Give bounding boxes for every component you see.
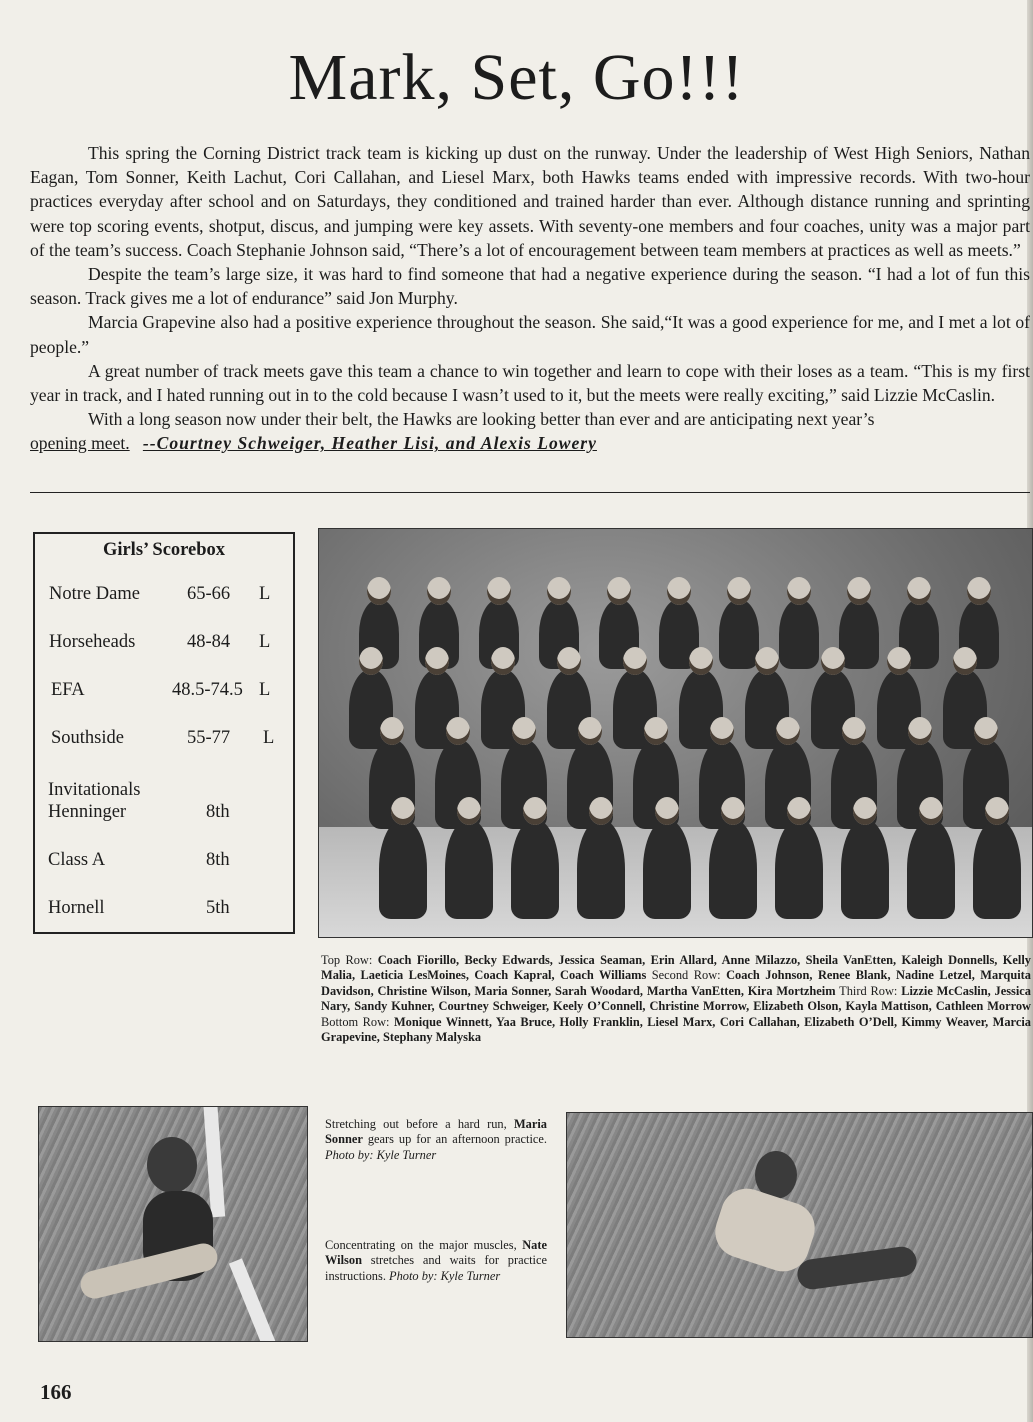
athlete-head xyxy=(147,1137,197,1193)
caption-text: stretches and waits for practice instructions. xyxy=(325,1253,547,1283)
article-body xyxy=(30,141,1030,456)
team-member-head xyxy=(908,717,932,745)
caption-row-names: Coach Johnson, Renee Blank, Nadine Letzel, Marquita Davidson, Christine Wilson, Maria Sonner, Sarah Woodard, Martha VanEtten, Kira Mortzheim xyxy=(321,968,1031,998)
scorebox-row xyxy=(49,728,289,752)
meet-result: L xyxy=(263,728,275,748)
photo-credit: Photo by: Kyle Turner xyxy=(389,1268,501,1283)
team-member-head xyxy=(491,647,515,675)
team-member-head xyxy=(974,717,998,745)
team-member-head xyxy=(391,797,415,825)
caption-row-label: Top Row: xyxy=(321,953,373,967)
team-member-head xyxy=(787,577,811,605)
girls-scorebox xyxy=(33,532,295,934)
caption-lead: Stretching out before a hard run, xyxy=(325,1117,507,1131)
team-member-head xyxy=(919,797,943,825)
invitational-name: Class A xyxy=(48,850,106,870)
meet-score: 48.5-74.5 xyxy=(172,680,243,700)
team-member-head xyxy=(847,577,871,605)
team-member-head xyxy=(589,797,613,825)
team-member-head xyxy=(512,717,536,745)
field-line xyxy=(203,1106,225,1217)
invitational-name: Hornell xyxy=(48,898,105,918)
team-member-silhouette xyxy=(719,599,759,669)
team-member-head xyxy=(887,647,911,675)
team-member-head xyxy=(727,577,751,605)
athlete-leg xyxy=(795,1245,918,1291)
team-member-head xyxy=(367,577,391,605)
team-member-silhouette xyxy=(577,819,625,919)
team-member-head xyxy=(776,717,800,745)
team-member-head xyxy=(547,577,571,605)
team-member-head xyxy=(907,577,931,605)
invitational-row xyxy=(48,850,288,874)
team-member-silhouette xyxy=(709,819,757,919)
team-member-head xyxy=(607,577,631,605)
invitational-row xyxy=(48,898,288,922)
meet-result: L xyxy=(259,680,271,700)
caption-row-label: Second Row: xyxy=(651,968,721,983)
meet-opponent: Southside xyxy=(51,728,124,748)
team-member-head xyxy=(457,797,481,825)
article-paragraph: With a long season now under their belt, the Hawks are looking better than ever and are anticipating next year’s xyxy=(88,409,875,430)
meet-opponent: Horseheads xyxy=(49,632,136,652)
meet-result: L xyxy=(259,584,271,604)
team-member-head xyxy=(425,647,449,675)
meet-opponent: Notre Dame xyxy=(49,584,140,604)
byline-lead: opening meet. xyxy=(30,433,130,454)
article-paragraph: Marcia Grapevine also had a positive experience throughout the season. She said,“It was a good experience for me, and I met a lot of people.” xyxy=(30,312,1030,357)
invitational-place: 8th xyxy=(206,850,230,870)
meet-result: L xyxy=(259,632,271,652)
caption-row-names: Monique Winnett, Yaa Bruce, Holly Franklin, Liesel Marx, Cori Callahan, Elizabeth O’Dell, Kimmy Weaver, Marcia Grapevine, Stephany Malyska xyxy=(321,1014,1031,1045)
meet-opponent: EFA xyxy=(51,680,85,700)
team-member-head xyxy=(557,647,581,675)
team-photo-caption xyxy=(321,953,1031,1045)
meet-score: 55-77 xyxy=(187,728,231,748)
team-member-head xyxy=(446,717,470,745)
team-member-head xyxy=(623,647,647,675)
team-member-head xyxy=(427,577,451,605)
team-member-silhouette xyxy=(779,599,819,669)
article-paragraph: Despite the team’s large size, it was hard to find someone that had a negative experience during the season. “I had a lot of fun this season. Track gives me a lot of endurance” said Jon Murphy. xyxy=(30,264,1030,309)
invitationals-label: Invitationals xyxy=(48,780,141,800)
article-paragraph: This spring the Corning District track team is kicking up dust on the runway. Under the leadership of West High Seniors, Nathan Eagan, Tom Sonner, Keith Lachut, Cori Callahan, and Liesel Marx, both Hawks teams ended with impressive records. With two-hour practices everyday after school and on Saturdays, they conditioned and trained harder than ever. Although distance running and sprinting were top scoring events, shotput, discus, and jumping were key assets. With seventy-one members and four coaches, unity was a major part of the team’s success. Coach Stephanie Johnson said, “There’s a lot of encouragement between team members at practices as well as meets.” xyxy=(30,143,1030,260)
caption-athlete-name: Nate Wilson xyxy=(325,1238,547,1268)
team-member-silhouette xyxy=(511,819,559,919)
byline-rule xyxy=(30,492,1030,493)
team-member-head xyxy=(359,647,383,675)
caption-lead: Concentrating on the major muscles, xyxy=(325,1238,517,1252)
caption-athlete-name: Maria Sonner xyxy=(325,1117,547,1147)
caption-row-label: Bottom Row: xyxy=(321,1014,390,1029)
page-title: Mark, Set, Go!!! xyxy=(288,41,745,114)
team-member-silhouette xyxy=(907,819,955,919)
byline xyxy=(30,431,1030,455)
team-member-head xyxy=(578,717,602,745)
team-member-head xyxy=(721,797,745,825)
caption-row-label: Third Row: xyxy=(839,983,898,998)
scorebox-title: Girls’ Scorebox xyxy=(102,540,226,560)
team-member-head xyxy=(787,797,811,825)
team-member-silhouette xyxy=(445,819,493,919)
invitational-name: Henninger xyxy=(48,802,127,822)
team-member-head xyxy=(655,797,679,825)
team-member-head xyxy=(380,717,404,745)
invitational-place: 8th xyxy=(206,802,230,822)
field-line xyxy=(229,1258,283,1342)
caption-row-names: Lizzie McCaslin, Jessica Nary, Sandy Kuhner, Courtney Schweiger, Keely O’Connell, Christine Morrow, Elizabeth Olson, Kayla Mattison, Cathleen Morrow xyxy=(321,983,1031,1014)
byline-authors: --Courtney Schweiger, Heather Lisi, and Alexis Lowery xyxy=(142,433,597,454)
meet-score: 48-84 xyxy=(187,632,231,652)
team-member-silhouette xyxy=(841,819,889,919)
invitational-row xyxy=(48,802,288,826)
maria-stretching-photo xyxy=(38,1106,308,1342)
team-member-head xyxy=(755,647,779,675)
team-member-head xyxy=(967,577,991,605)
meet-score: 65-66 xyxy=(187,584,231,604)
scorebox-row xyxy=(49,680,289,704)
team-member-head xyxy=(487,577,511,605)
team-member-head xyxy=(523,797,547,825)
team-member-head xyxy=(821,647,845,675)
page-number: 166 xyxy=(40,1380,72,1404)
scorebox-row xyxy=(49,584,289,608)
team-member-head xyxy=(953,647,977,675)
scorebox-row xyxy=(49,632,289,656)
team-member-head xyxy=(689,647,713,675)
team-member-silhouette xyxy=(973,819,1021,919)
caption-row-names: Coach Fiorillo, Becky Edwards, Jessica Seaman, Erin Allard, Anne Milazzo, Sheila VanEtten, Kaleigh Donnells, Kelly Malia, Laeticia LesMoines, Coach Kapral, Coach Williams xyxy=(321,953,1031,983)
nate-stretching-photo xyxy=(566,1112,1033,1338)
team-member-head xyxy=(667,577,691,605)
caption-text: gears up for an afternoon practice. xyxy=(367,1132,547,1147)
team-member-head xyxy=(644,717,668,745)
invitational-place: 5th xyxy=(206,898,230,918)
team-member-head xyxy=(842,717,866,745)
nate-photo-caption xyxy=(325,1238,547,1284)
team-member-silhouette xyxy=(775,819,823,919)
team-member-head xyxy=(985,797,1009,825)
team-photo xyxy=(318,528,1033,938)
team-member-silhouette xyxy=(643,819,691,919)
team-member-head xyxy=(710,717,734,745)
photo-credit: Photo by: Kyle Turner xyxy=(325,1147,437,1162)
team-member-head xyxy=(853,797,877,825)
team-member-silhouette xyxy=(839,599,879,669)
team-member-silhouette xyxy=(379,819,427,919)
article-paragraph: A great number of track meets gave this team a chance to win together and learn to cope with their loses as a team. “This is my first year in track, and I hated running out in to the cold because I wasn’t used to it, but the meets were really exciting,” said Lizzie McCaslin. xyxy=(30,360,1030,406)
maria-photo-caption xyxy=(325,1117,547,1163)
